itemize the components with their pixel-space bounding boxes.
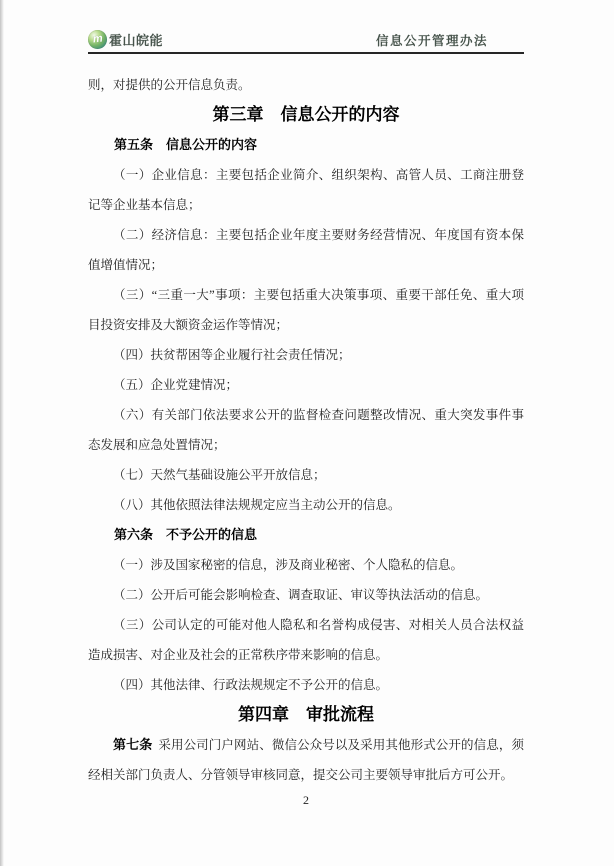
body-paragraph: 则，对提供的公开信息负责。 [88, 78, 251, 92]
body-paragraph: （二）经济信息：主要包括企业年度主要财务经营情况、年度国有资本保值增值情况； [88, 228, 524, 272]
body-paragraph: （七）天然气基础设施公平开放信息； [113, 468, 326, 482]
body-paragraph: （三）“三重一大”事项：主要包括重大决策事项、重要干部任免、重大项目投资安排及大额资金运作等情况； [88, 288, 524, 332]
document-body [88, 70, 524, 790]
body-paragraph: （一）企业信息：主要包括企业简介、组织架构、高管人员、工商注册登记等企业基本信息； [88, 168, 524, 212]
page-footer [88, 790, 524, 810]
chapter-heading: 第四章 审批流程 [238, 705, 374, 724]
body-paragraph: （五）企业党建情况； [113, 378, 239, 392]
body-paragraph: （一）涉及国家秘密的信息，涉及商业秘密、个人隐私的信息。 [113, 558, 464, 572]
company-name: 霍山皖能 [109, 33, 164, 48]
header-doc-title: 信息公开管理办法 [375, 34, 488, 48]
page-number: 2 [303, 793, 309, 807]
body-paragraph: （六）有关部门依法要求公开的监督检查问题整改情况、重大突发事件事态发展和应急处置情况； [88, 408, 524, 452]
body-paragraph: （二）公开后可能会影响检查、调查取证、审议等执法活动的信息。 [113, 588, 489, 602]
body-paragraph: （四）其他法律、行政法规规定不予公开的信息。 [113, 678, 389, 692]
article-heading: 第五条 信息公开的内容 [114, 137, 258, 152]
body-paragraph: （八）其他依照法律法规规定应当主动公开的信息。 [113, 498, 401, 512]
article-number: 第七条 [113, 737, 153, 752]
scan-edge-shadow [0, 0, 4, 866]
logo-letter: m [91, 32, 103, 46]
company-logo-icon [88, 30, 107, 49]
company-brand [88, 30, 163, 49]
article-heading: 第六条 不予公开的信息 [114, 527, 258, 542]
chapter-heading: 第三章 信息公开的内容 [212, 105, 400, 124]
page-header [88, 30, 524, 54]
header-row [88, 30, 524, 49]
body-paragraph: （四）扶贫帮困等企业履行社会责任情况； [113, 348, 351, 362]
body-paragraph: （三）公司认定的可能对他人隐私和名誉构成侵害、对相关人员合法权益造成损害、对企业及社会的正常秩序带来影响的信息。 [88, 618, 524, 662]
body-paragraph: 第七条 采用公司门户网站、微信公众号以及采用其他形式公开的信息，须经相关部门负责人、分管领导审核同意，提交公司主要领导审批后方可公开。 [88, 737, 524, 782]
